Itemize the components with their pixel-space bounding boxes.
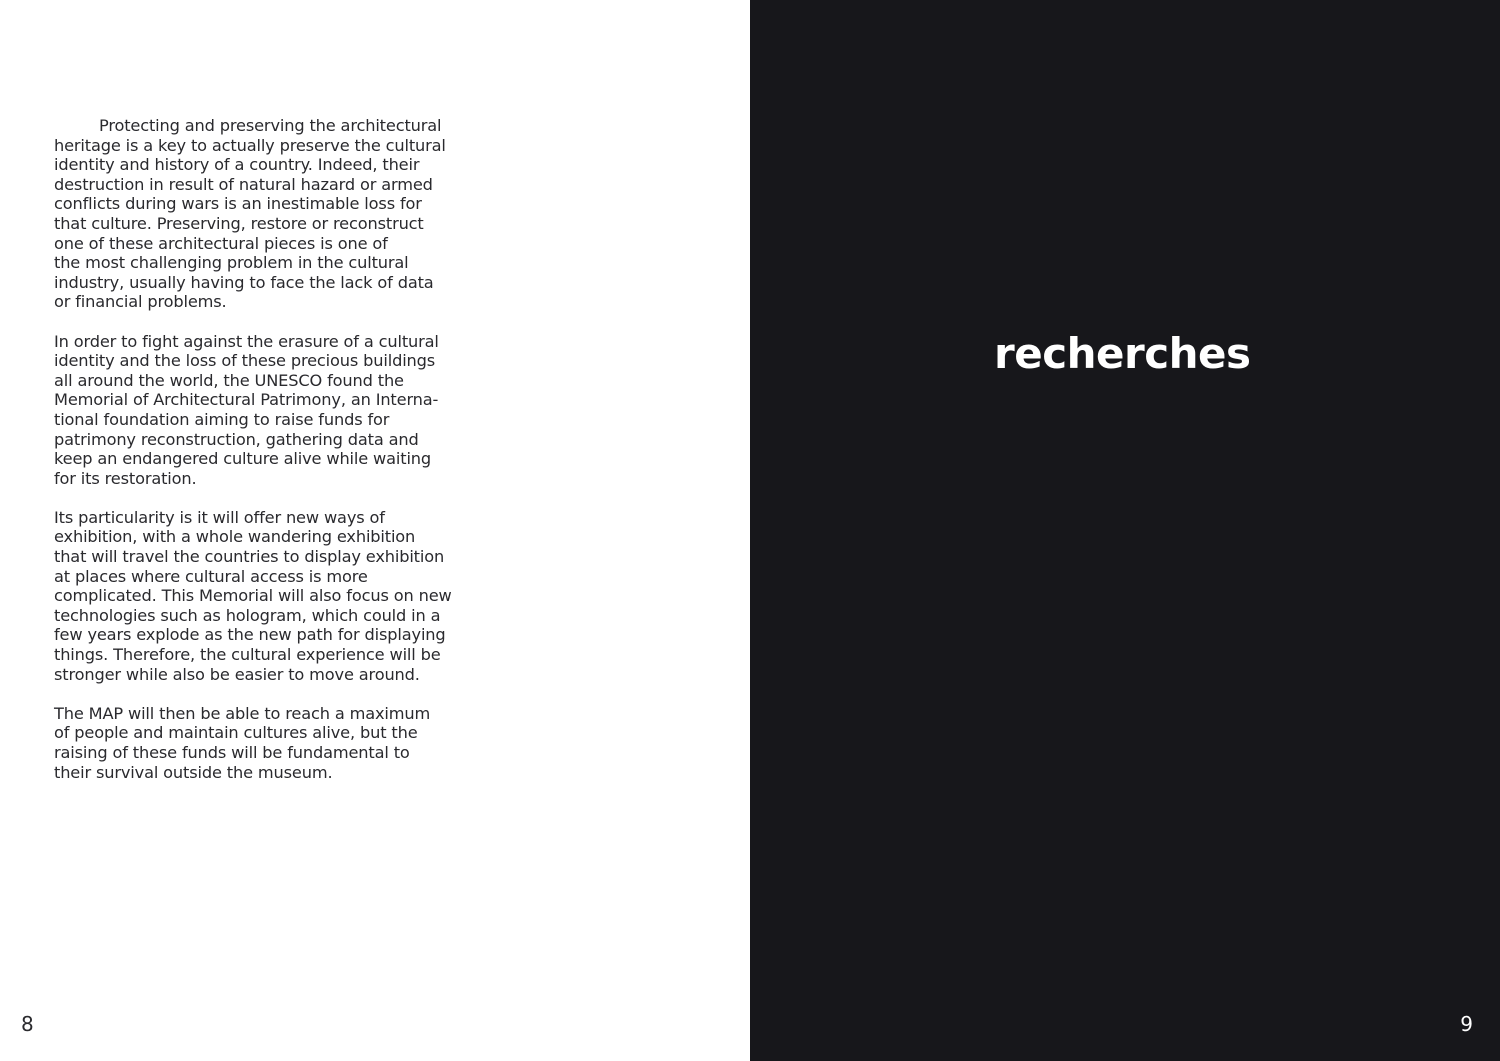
right-page: [750, 0, 1500, 1061]
body-text: [54, 116, 494, 802]
section-title: recherches: [994, 329, 1251, 378]
paragraph-4: The MAP will then be able to reach a maximum of people and maintain cultures alive, but the raising of these funds will be fundamental to their survival outside the museum.: [54, 703, 431, 782]
page-number-left: 8: [21, 1012, 34, 1036]
paragraph-1: Protecting and preserving the architectural heritage is a key to actually preserve the cultural identity and history of a country. Indeed, their destruction in result of natural hazard or armed conflicts during wars is an inestimable loss for that culture. Preserving, restore or reconstruct one of these architectural pieces is one of the most challenging problem in the cultural industry, usually having to face the lack of data or financial problems.: [54, 116, 446, 312]
paragraph-2: In order to fight against the erasure of a cultural identity and the loss of these precious buildings all around the world, the UNESCO found the Memorial of Architectural Patrimony, an Interna- tional foundation aiming to raise funds for patrimony reconstruction, gathering data and keep an endangered culture alive while waiting for its restoration.: [54, 331, 439, 488]
paragraph-3: Its particularity is it will offer new ways of exhibition, with a whole wandering exhibition that will travel the countries to display exhibition at places where cultural access is more complicated. This Memorial will also focus on new technologies such as hologram, which could in a few years explode as the new path for displaying things. Therefore, the cultural experience will be stronger while also be easier to move around.: [54, 507, 452, 684]
page-number-right: 9: [1460, 1012, 1473, 1036]
